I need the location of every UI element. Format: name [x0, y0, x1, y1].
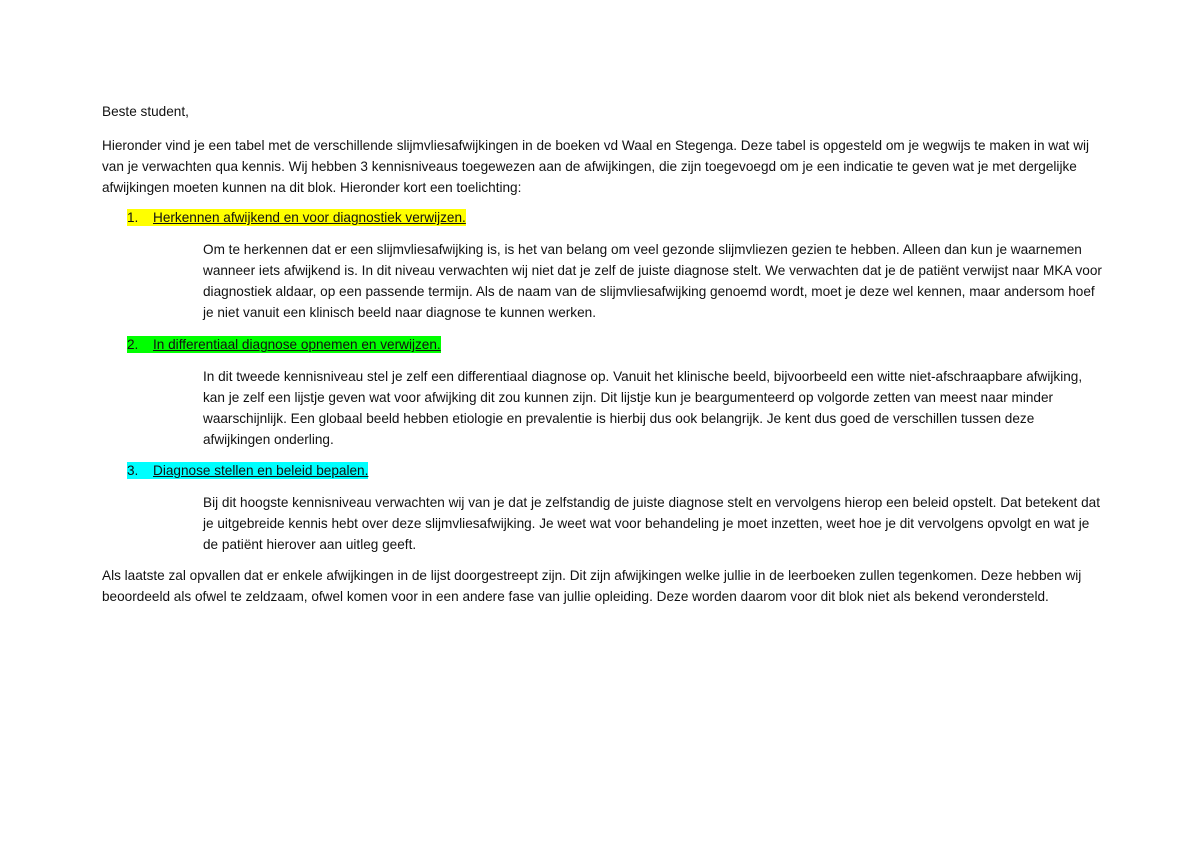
level-1-highlight: [127, 209, 466, 226]
level-3-explanation: Bij dit hoogste kennisniveau verwachten wij van je dat je zelfstandig de juiste diagnose stelt en vervolgens hierop een beleid opstelt. Dat betekent dat je uitgebreide kennis hebt over deze slijmvliesafwijking. Je weet wat voor behandeling je moet inzetten, weet hoe je dit vervolgens opvolgt en wat je de patiënt hierover aan uitleg geeft.: [203, 495, 1100, 552]
greeting: Beste student,: [102, 104, 189, 119]
level-1-title: Herkennen afwijkend en voor diagnostiek verwijzen.: [153, 210, 466, 225]
level-3-highlight: [127, 462, 368, 479]
level-2-highlight: [127, 336, 441, 353]
level-1-number: 1.: [127, 210, 139, 225]
level-3-number: 3.: [127, 463, 139, 478]
level-2-number: 2.: [127, 337, 139, 352]
level-3-title: Diagnose stellen en beleid bepalen.: [153, 463, 369, 478]
intro-paragraph: Hieronder vind je een tabel met de verschillende slijmvliesafwijkingen in de boeken vd Waal en Stegenga. Deze tabel is opgesteld om je wegwijs te maken in wat wij van je verwachten qua kennis. Wij hebben 3 kennisniveaus toegewezen aan de afwijkingen, die zijn toegevoegd om je een indicatie te geven wat je met dergelijke afwijkingen moeten kunnen na dit blok. Hieronder kort een toelichting:: [102, 138, 1090, 195]
level-3-heading: [127, 461, 368, 480]
closing-paragraph: Als laatste zal opvallen dat er enkele afwijkingen in de lijst doorgestreept zijn. Dit zijn afwijkingen welke jullie in de leerboeken zullen tegenkomen. Deze hebben wij beoordeeld als ofwel te zeldzaam, ofwel komen voor in een andere fase van jullie opleiding. Deze worden daarom voor dit blok niet als bekend verondersteld.: [102, 568, 1082, 604]
level-1-explanation: Om te herkennen dat er een slijmvliesafwijking is, is het van belang om veel gezonde slijmvliezen gezien te hebben. Alleen dan kun je waarnemen wanneer iets afwijkend is. In dit niveau verwachten wij niet dat je zelf de juiste diagnose stelt. We verwachten dat je de patiënt verwijst naar MKA voor diagnostiek aldaar, op een passende termijn. Als de naam van de slijmvliesafwijking genoemd wordt, moet je deze wel kennen, maar andersom hoef je niet vanuit een klinisch beeld naar diagnose te kunnen werken.: [203, 242, 1102, 320]
level-1-heading: [127, 208, 466, 227]
level-2-title: In differentiaal diagnose opnemen en verwijzen.: [153, 337, 441, 352]
level-2-heading: [127, 335, 441, 354]
level-2-explanation: In dit tweede kennisniveau stel je zelf een differentiaal diagnose op. Vanuit het klinische beeld, bijvoorbeeld een witte niet-afschraapbare afwijking, kan je zelf een lijstje geven wat voor afwijking dit zou kunnen zijn. Dit lijstje kun je beargumenteerd op volgorde zetten van meest naar minder waarschijnlijk. Een globaal beeld hebben etiologie en prevalentie is hierbij dus ook belangrijk. Je kent dus goed de verschillen tussen deze afwijkingen onderling.: [203, 369, 1083, 447]
